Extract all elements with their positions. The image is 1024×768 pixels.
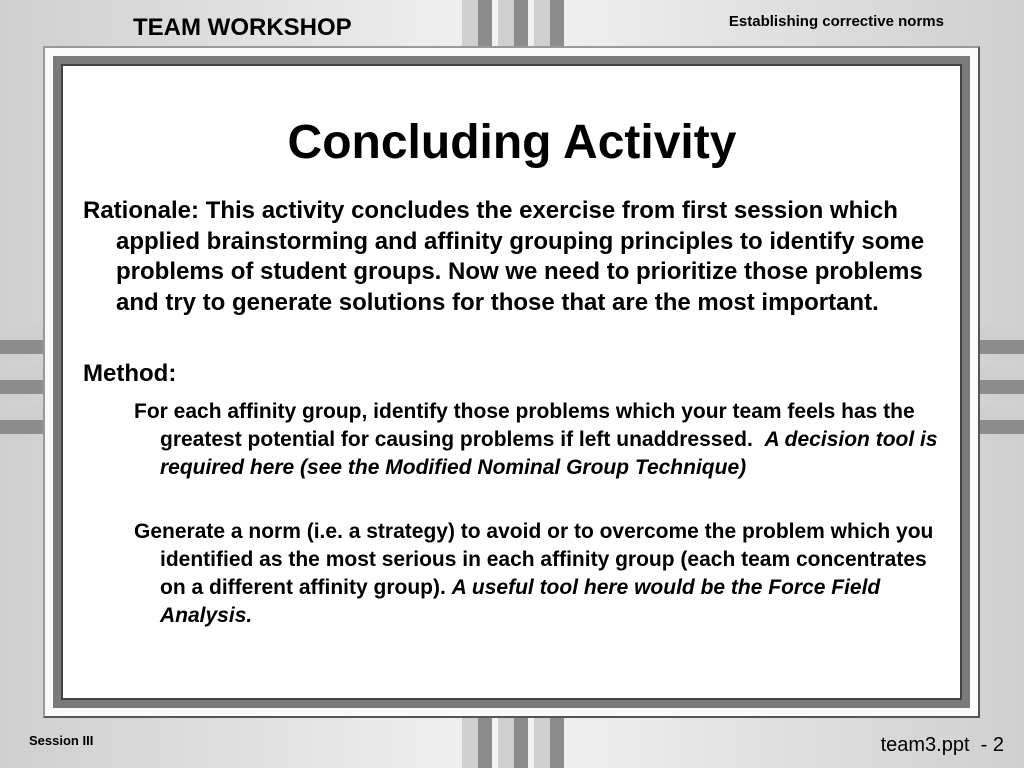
method-bullet-2	[134, 518, 950, 630]
header-title: TEAM WORKSHOP	[133, 14, 352, 41]
method-bullet-1	[134, 398, 950, 482]
page-number: team3.ppt - 2	[880, 734, 1004, 756]
header-subtitle: Establishing corrective norms	[728, 13, 944, 30]
session-label: Session III	[29, 733, 94, 748]
slide-title: Concluding Activity	[287, 116, 737, 169]
method-label: Method:	[83, 360, 177, 387]
method-bullet-2-text: Generate a norm (i.e. a strategy) to avoid or to overcome the problem which you identified as the most serious in each affinity group (each team concentrates on a different affinity group).	[134, 520, 934, 599]
method-bullet-1-text: For each affinity group, identify those problems which your team feels has the greatest potential for causing problems if left unaddressed.	[134, 400, 915, 451]
rationale-paragraph: Rationale: This activity concludes the exercise from first session which applied brainstorming and affinity grouping principles to identify some problems of student groups. Now we need to prioritize those problems and try to generate solutions for those that are the most important.	[83, 197, 925, 316]
method-bullet-2-italic: A useful tool here would be the Force Field Analysis.	[160, 576, 881, 627]
method-bullet-1-italic: A decision tool is required here (see the Modified Nominal Group Technique)	[160, 428, 938, 479]
